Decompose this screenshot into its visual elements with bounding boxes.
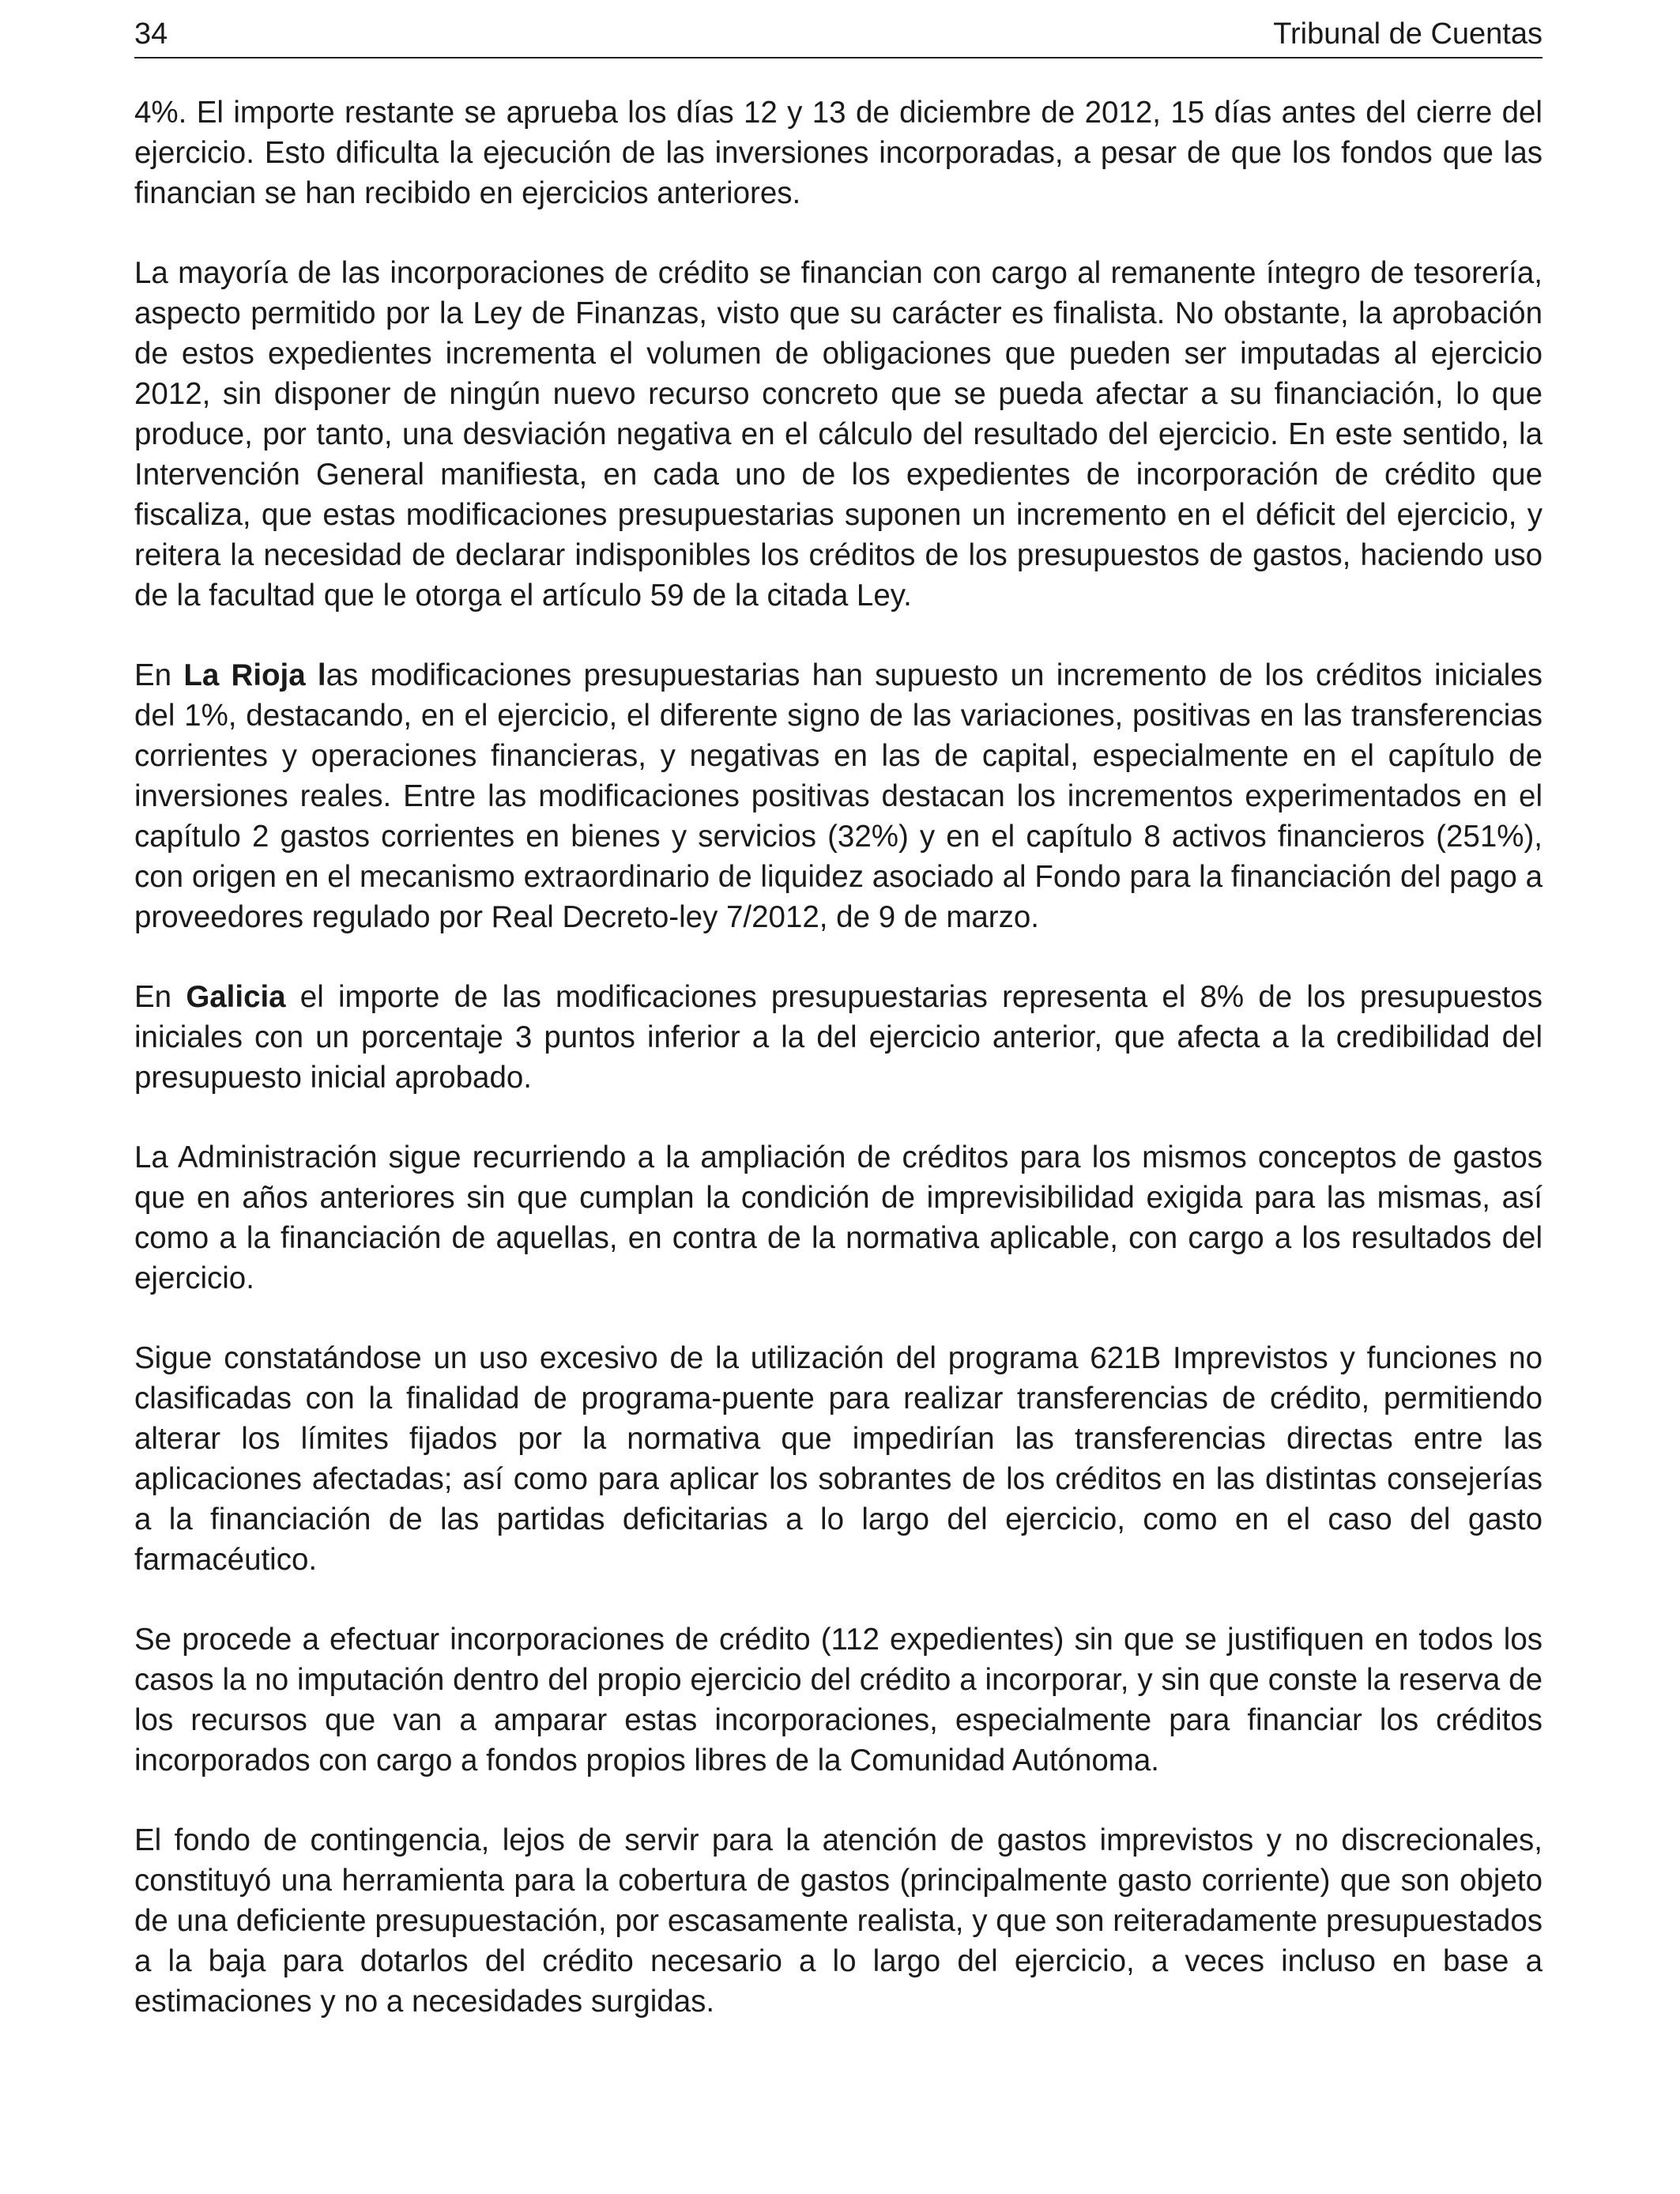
paragraph-4-text: el importe de las modificaciones presupuestarias representa el 8% de los presupuestos iniciales con un porcentaje 3 puntos inferior a la del ejercicio anterior, que afecta a la credibilidad del presupuesto inicial aprobado. (134, 980, 1543, 1095)
document-body (134, 92, 1543, 2061)
region-galicia: Galicia (186, 980, 286, 1014)
region-la-rioja: La Rioja l (183, 658, 326, 692)
paragraph-4-lead: En (134, 980, 186, 1014)
page-number: 34 (134, 17, 168, 51)
paragraph-3-text: as modificaciones presupuestarias han supuesto un incremento de los créditos iniciales del 1%, destacando, en el ejercicio, el diferente signo de las variaciones, positivas en las transferencias corrientes y operaciones financieras, y negativas en las de capital, especialmente en el capítulo de inversiones reales. Entre las modificaciones positivas destacan los incrementos experimentados en el capítulo 2 gastos corrientes en bienes y servicios (32%) y en el capítulo 8 activos financieros (251%), con origen en el mecanismo extraordinario de liquidez asociado al Fondo para la financiación del pago a proveedores regulado por Real Decreto-ley 7/2012, de 9 de marzo. (134, 658, 1543, 934)
paragraph-7: Se procede a efectuar incorporaciones de crédito (112 expedientes) sin que se justifiquen en todos los casos la no imputación dentro del propio ejercicio del crédito a incorporar, y sin que conste la reserva de los recursos que van a amparar estas incorporaciones, especialmente para financiar los créditos incorporados con cargo a fondos propios libres de la Comunidad Autónoma. (134, 1623, 1543, 1777)
paragraph-5: La Administración sigue recurriendo a la ampliación de créditos para los mismos conceptos de gastos que en años anteriores sin que cumplan la condición de imprevisibilidad exigida para las mismas, así como a la financiación de aquellas, en contra de la normativa aplicable, con cargo a los resultados del ejercicio. (134, 1140, 1543, 1295)
paragraph-6: Sigue constatándose un uso excesivo de la utilización del programa 621B Imprevistos y funciones no clasificadas con la finalidad de programa-puente para realizar transferencias de crédito, permitiendo alterar los límites fijados por la normativa que impedirían las transferencias directas entre las aplicaciones afectadas; así como para aplicar los sobrantes de los créditos en las distintas consejerías a la financiación de las partidas deficitarias a lo largo del ejercicio, como en el caso del gasto farmacéutico. (134, 1341, 1543, 1577)
page-header (134, 11, 1543, 58)
paragraph-2: La mayoría de las incorporaciones de crédito se financian con cargo al remanente íntegro de tesorería, aspecto permitido por la Ley de Finanzas, visto que su carácter es finalista. No obstante, la aprobación de estos expedientes incrementa el volumen de obligaciones que pueden ser imputadas al ejercicio 2012, sin disponer de ningún nuevo recurso concreto que se pueda afectar a su financiación, lo que produce, por tanto, una desviación negativa en el cálculo del resultado del ejercicio. En este sentido, la Intervención General manifiesta, en cada uno de los expedientes de incorporación de crédito que fiscaliza, que estas modificaciones presupuestarias suponen un incremento en el déficit del ejercicio, y reitera la necesidad de declarar indisponibles los créditos de los presupuestos de gastos, haciendo uso de la facultad que le otorga el artículo 59 de la citada Ley. (134, 256, 1543, 613)
header-title: Tribunal de Cuentas (1273, 17, 1543, 51)
paragraph-8: El fondo de contingencia, lejos de servir para la atención de gastos imprevistos y no discrecionales, constituyó una herramienta para la cobertura de gastos (principalmente gasto corriente) que son objeto de una deficiente presupuestación, por escasamente realista, y que son reiteradamente presupuestados a la baja para dotarlos del crédito necesario a lo largo del ejercicio, a veces incluso en base a estimaciones y no a necesidades surgidas. (134, 1823, 1543, 2019)
paragraph-1: 4%. El importe restante se aprueba los días 12 y 13 de diciembre de 2012, 15 días antes del cierre del ejercicio. Esto dificulta la ejecución de las inversiones incorporadas, a pesar de que los fondos que las financian se han recibido en ejercicios anteriores. (134, 96, 1543, 210)
paragraph-3 (134, 655, 1543, 937)
paragraph-3-lead: En (134, 658, 184, 692)
paragraph-4 (134, 977, 1543, 1098)
